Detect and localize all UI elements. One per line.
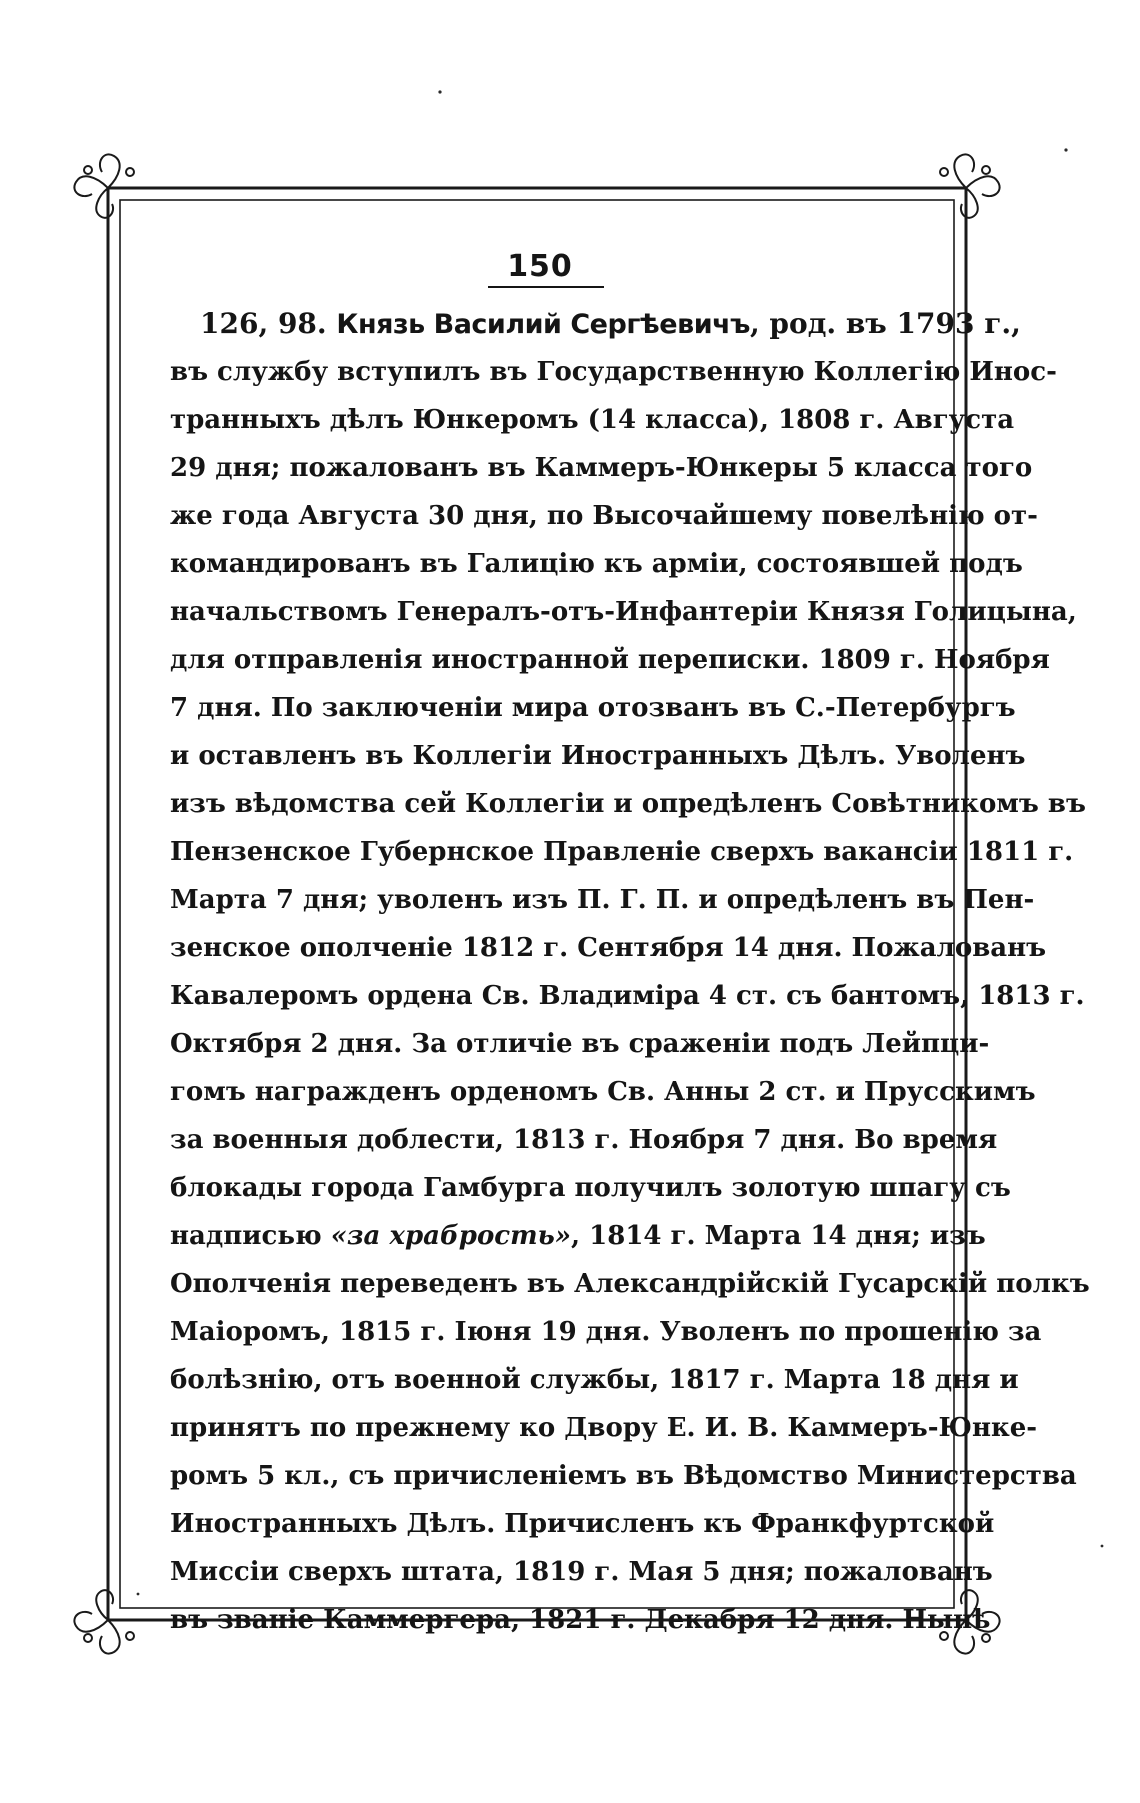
text-line: гомъ награжденъ орденомъ Св. Анны 2 ст. и Прусскимъ [170,1077,1036,1107]
text-line: Ополченія переведенъ въ Александрійскій Гусарскій полкъ [170,1269,1090,1299]
text-line: болѣзнію, отъ военной службы, 1817 г. Марта 18 дня и [170,1365,1019,1395]
corner-flourish-top-left-icon [74,154,134,217]
text-line: 29 дня; пожалованъ въ Каммеръ-Юнкеры 5 класса того [170,453,1033,483]
text-line: начальствомъ Генералъ-отъ-Инфантеріи Князя Голицына, [170,597,1077,627]
text-line: зенское ополченіе 1812 г. Сентября 14 дня. Пожалованъ [170,933,1047,963]
text-line: транныхъ дѣлъ Юнкеромъ (14 класса), 1808 г. Августа [170,405,1015,435]
italic-line-after: , 1814 г. Марта 14 дня; изъ [571,1221,986,1251]
text-line: блокады города Гамбурга получилъ золотую шпагу съ [170,1173,1011,1203]
corner-flourish-bottom-left-icon [74,1590,134,1653]
text-line: Октября 2 дня. За отличіе въ сраженіи подъ Лейпци- [170,1029,990,1059]
text-line: 7 дня. По заключеніи мира отозванъ въ С.-Петербургъ [170,693,1016,723]
text-line: Марта 7 дня; уволенъ изъ П. Г. П. и опредѣленъ въ Пен- [170,885,1035,915]
italic-line-before: надписью [170,1221,331,1251]
text-line: командированъ въ Галицію къ арміи, состоявшей подъ [170,549,1023,579]
entry-text [170,300,1090,1644]
entry-number: 126, 98. [200,307,327,340]
page-number-underline [488,286,604,288]
page-number: 150 [507,249,573,284]
text-line: Миссіи сверхъ штата, 1819 г. Мая 5 дня; пожалованъ [170,1557,993,1587]
text-line: изъ вѣдомства сей Коллегіи и опредѣленъ Совѣтникомъ въ [170,789,1086,819]
text-line: для отправленія иностранной переписки. 1809 г. Ноября [170,645,1050,675]
text-line: ромъ 5 кл., съ причисленіемъ въ Вѣдомство Министерства [170,1461,1077,1491]
text-line: за военныя доблести, 1813 г. Ноября 7 дня. Во время [170,1125,998,1155]
text-line-italic-phrase [170,1212,986,1260]
text-line: Кавалеромъ ордена Св. Владиміра 4 ст. съ бантомъ, 1813 г. [170,981,1085,1011]
entry-first-line [170,300,1021,348]
text-line: принятъ по прежнему ко Двору Е. И. В. Каммеръ-Юнке- [170,1413,1038,1443]
corner-flourish-top-right-icon [940,154,1000,217]
text-line: же года Августа 30 дня, по Высочайшему повелѣнію от- [170,501,1038,531]
text-line: Пензенское Губернское Правленіе сверхъ вакансіи 1811 г. [170,837,1074,867]
person-name: Князь Василий Сергѣевичъ [336,309,750,340]
entry-birth: , род. въ 1793 г., [749,307,1021,340]
italic-phrase: «за храбрость» [330,1221,572,1251]
text-line: Маіоромъ, 1815 г. Іюня 19 дня. Уволенъ по прошенію за [170,1317,1042,1347]
text-line: Иностранныхъ Дѣлъ. Причисленъ къ Франкфуртской [170,1509,995,1539]
text-line: въ званіе Каммергера, 1821 г. Декабря 12 дня. Нынѣ [170,1605,991,1635]
text-line: и оставленъ въ Коллегіи Иностранныхъ Дѣлъ. Уволенъ [170,741,1026,771]
text-line: въ службу вступилъ въ Государственную Коллегію Инос- [170,357,1057,387]
